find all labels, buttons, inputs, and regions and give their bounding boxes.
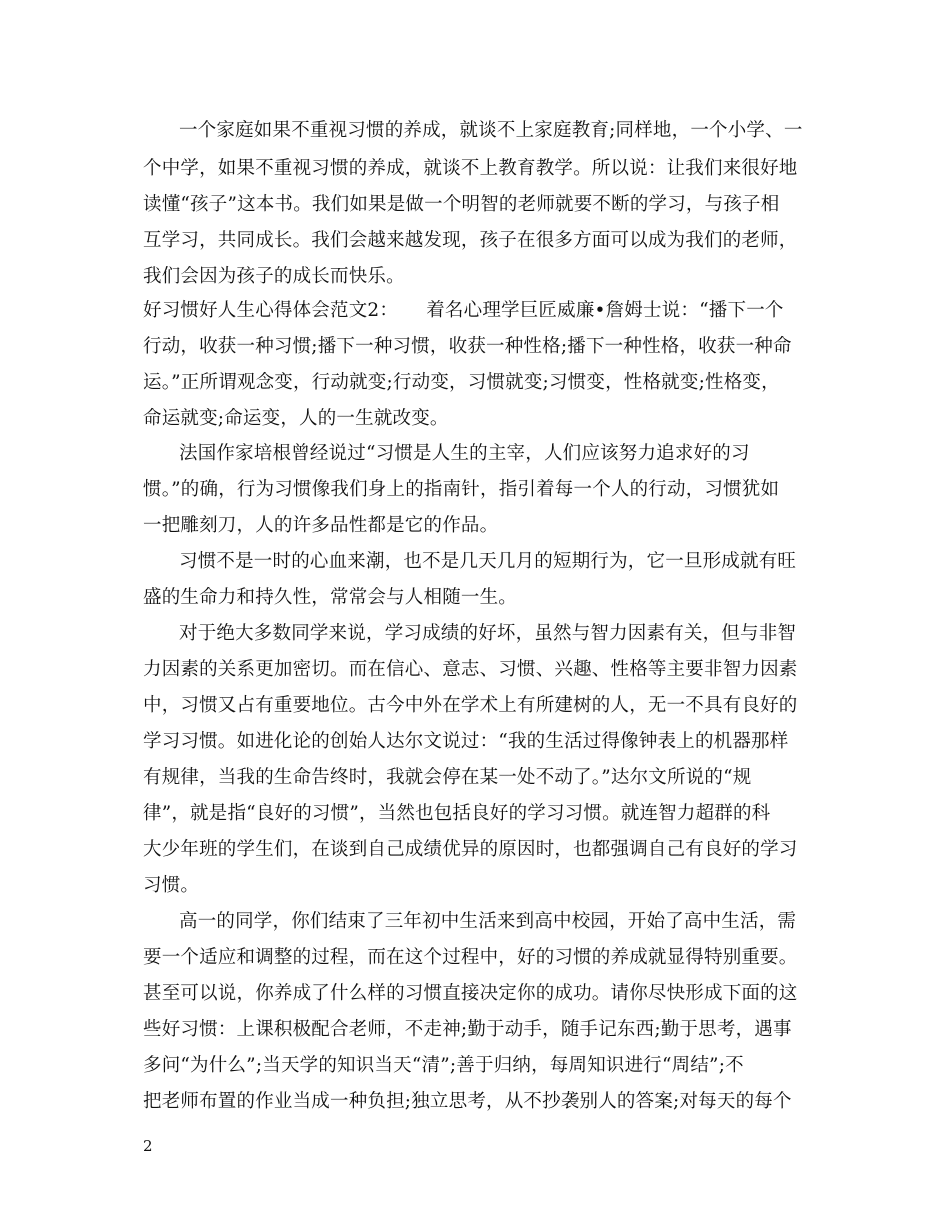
- text-line: 惯。”的确，行为习惯像我们身上的指南针，指引着每一个人的行动，习惯犹如: [143, 479, 780, 500]
- text-line: 运。”正所谓观念变，行动就变;行动变，习惯就变;习惯变，性格就变;性格变，: [143, 372, 780, 393]
- text-line: 多问“为什么”;当天学的知识当天“清”;善于归纳，每周知识进行“周结”;不: [143, 1055, 744, 1076]
- text-line: 互学习，共同成长。我们会越来越发现，孩子在很多方面可以成为我们的老师，: [143, 230, 798, 251]
- text-line: 读懂“孩子”这本书。我们如果是做一个明智的老师就要不断的学习，与孩子相: [143, 194, 780, 215]
- text-line: 法国作家培根曾经说过“习惯是人生的主宰，人们应该努力追求好的习: [179, 443, 750, 464]
- page-number: 2: [143, 1137, 153, 1155]
- text-line: 学习习惯。如进化论的创始人达尔文说过：“我的生活过得像钟表上的机器那样: [143, 731, 789, 752]
- text-line: 大少年班的学生们，在谈到自己成绩优异的原因时，也都强调自己有良好的学习: [143, 839, 798, 860]
- section-heading-line: 好习惯好人生心得体会范文2： 着名心理学巨匠威廉•詹姆士说：“播下一个: [143, 300, 784, 321]
- text-line: 中，习惯又占有重要地位。古今中外在学术上有所建树的人，无一不具有良好的: [143, 695, 798, 716]
- text-line: 一把雕刻刀，人的许多品性都是它的作品。: [143, 515, 499, 536]
- text-line: 高一的同学，你们结束了三年初中生活来到高中校园，开始了高中生活，需: [179, 911, 797, 932]
- text-line: 一个家庭如果不重视习惯的养成，就谈不上家庭教育;同样地，一个小学、一: [179, 120, 803, 141]
- text-line: 律”，就是指“良好的习惯”，当然也包括良好的学习习惯。就连智力超群的科: [143, 803, 771, 824]
- text-line: 些好习惯：上课积极配合老师，不走神;勤于动手，随手记东西;勤于思考，遇事: [143, 1019, 792, 1040]
- text-line: 习惯。: [143, 875, 200, 896]
- text-line: 力因素的关系更加密切。而在信心、意志、习惯、兴趣、性格等主要非智力因素: [143, 659, 798, 680]
- text-line: 我们会因为孩子的成长而快乐。: [143, 266, 405, 287]
- text-line: 命运就变;命运变，人的一生就改变。: [143, 408, 449, 429]
- text-line: 行动，收获一种习惯;播下一种习惯，收获一种性格;播下一种性格，收获一种命: [143, 336, 792, 357]
- text-line: 甚至可以说，你养成了什么样的习惯直接决定你的成功。请你尽快形成下面的这: [143, 983, 798, 1004]
- text-line: 盛的生命力和持久性，常常会与人相随一生。: [143, 587, 518, 608]
- text-line: 对于绝大多数同学来说，学习成绩的好坏，虽然与智力因素有关，但与非智: [179, 623, 797, 644]
- text-line: 个中学，如果不重视习惯的养成，就谈不上教育教学。所以说：让我们来很好地: [143, 158, 798, 179]
- text-line: 有规律，当我的生命告终时，我就会停在某一处不动了。”达尔文所说的“规: [143, 767, 752, 788]
- text-line: 把老师布置的作业当成一种负担;独立思考，从不抄袭别人的答案;对每天的每个: [143, 1091, 792, 1112]
- text-line: 习惯不是一时的心血来潮，也不是几天几月的短期行为，它一旦形成就有旺: [179, 551, 797, 572]
- text-line: 要一个适应和调整的过程，而在这个过程中，好的习惯的养成就显得特别重要。: [143, 947, 798, 968]
